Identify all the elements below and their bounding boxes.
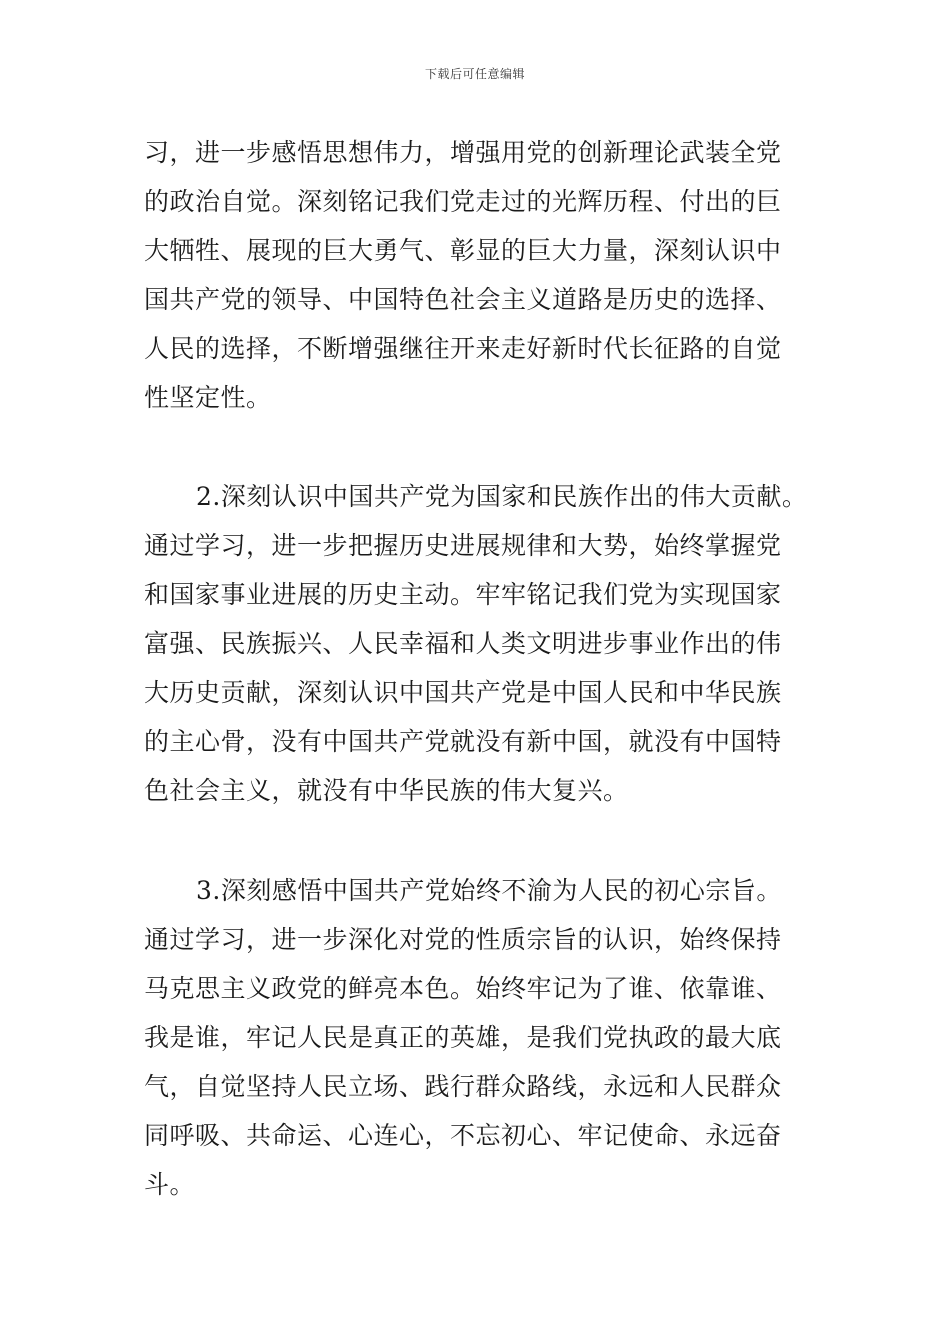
- paragraph-line: 通过学习，进一步深化对党的性质宗旨的认识，始终保持: [144, 925, 782, 954]
- page-header: 下载后可任意编辑: [424, 67, 525, 81]
- paragraph-2: [144, 472, 812, 815]
- paragraph-line: 习，进一步感悟思想伟力，增强用党的创新理论武装全党: [144, 138, 782, 167]
- paragraph-line: 富强、民族振兴、人民幸福和人类文明进步事业作出的伟: [144, 629, 782, 658]
- paragraph-line: 的主心骨，没有中国共产党就没有新中国，就没有中国特: [144, 727, 782, 756]
- paragraph-line: 马克思主义政党的鲜亮本色。始终牢记为了谁、依靠谁、: [144, 974, 782, 1003]
- paragraph-heading-line: 2.深刻认识中国共产党为国家和民族作出的伟大贡献。: [196, 482, 808, 511]
- paragraph-line: 斗。: [144, 1170, 196, 1199]
- paragraph-line: 国共产党的领导、中国特色社会主义道路是历史的选择、: [144, 285, 782, 314]
- paragraph-line: 性坚定性。: [144, 383, 272, 412]
- paragraph-line: 通过学习，进一步把握历史进展规律和大势，始终掌握党: [144, 531, 782, 560]
- paragraph-line: 我是谁，牢记人民是真正的英雄，是我们党执政的最大底: [144, 1023, 782, 1052]
- paragraph-line: 同呼吸、共命运、心连心，不忘初心、牢记使命、永远奋: [144, 1121, 782, 1150]
- paragraph-line: 和国家事业进展的历史主动。牢牢铭记我们党为实现国家: [144, 580, 782, 609]
- paragraph-1: [144, 128, 812, 422]
- paragraph-line: 大历史贡献，深刻认识中国共产党是中国人民和中华民族: [144, 678, 782, 707]
- paragraph-line: 的政治自觉。深刻铭记我们党走过的光辉历程、付出的巨: [144, 187, 782, 216]
- paragraph-heading-line: 3.深刻感悟中国共产党始终不渝为人民的初心宗旨。: [196, 876, 782, 905]
- paragraph-line: 色社会主义，就没有中华民族的伟大复兴。: [144, 776, 629, 805]
- paragraph-line: 大牺牲、展现的巨大勇气、彰显的巨大力量，深刻认识中: [144, 236, 782, 265]
- paragraph-line: 气，自觉坚持人民立场、践行群众路线，永远和人民群众: [144, 1072, 782, 1101]
- paragraph-line: 人民的选择，不断增强继往开来走好新时代长征路的自觉: [144, 334, 782, 363]
- paragraph-3: [144, 866, 812, 1209]
